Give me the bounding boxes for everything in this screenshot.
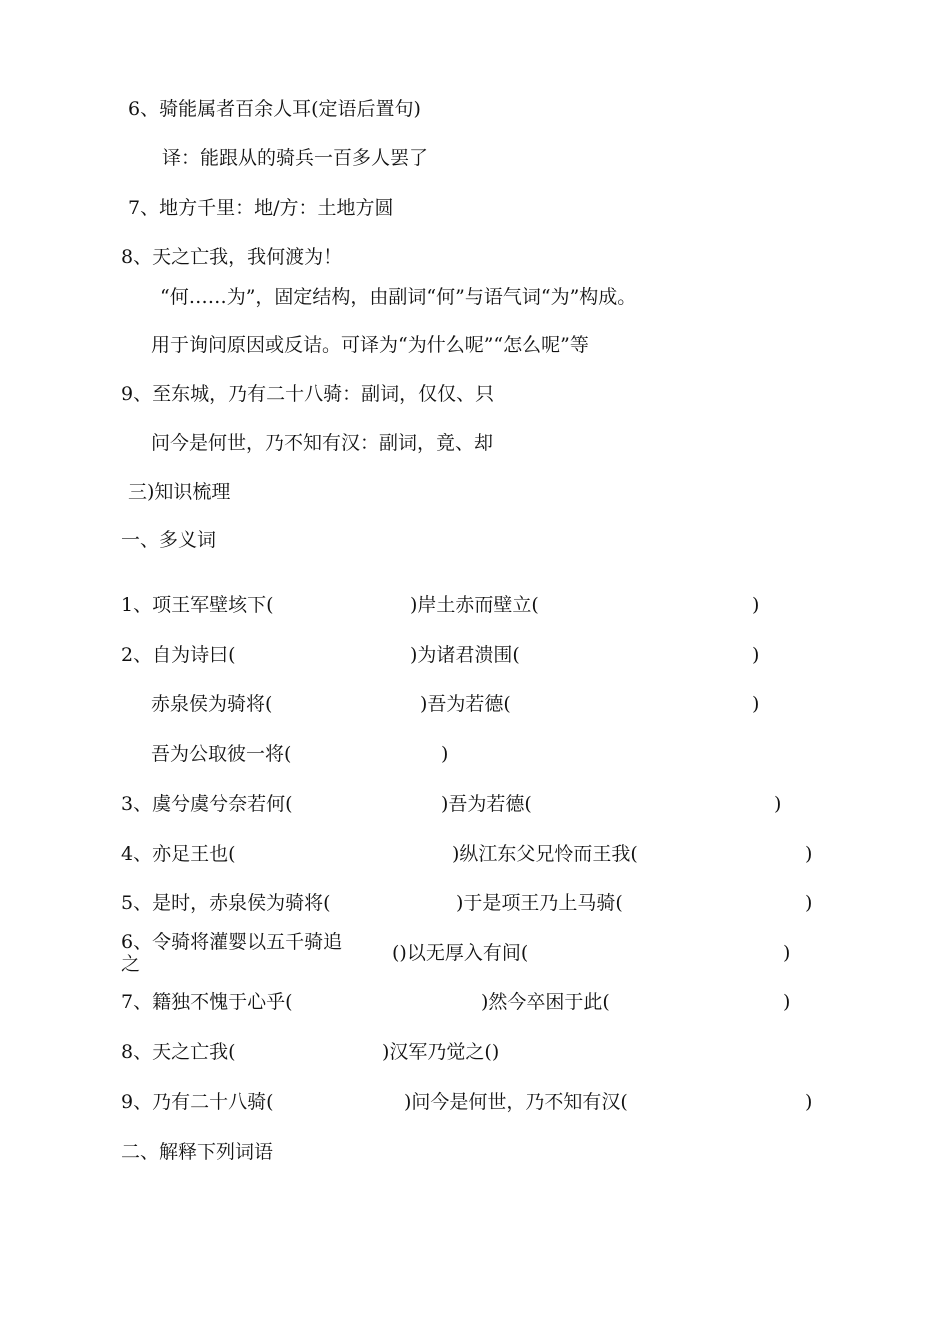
note-6: 6、骑能属者百余人耳(定语后置句) <box>128 98 421 120</box>
exercise-3-part-a: 3、虞兮虞兮奈若何( <box>121 793 293 815</box>
exercise-8-part-a: 8、天之亡我( <box>121 1041 236 1063</box>
note-9: 9、至东城，乃有二十八骑：副词，仅仅、只 <box>121 383 495 405</box>
exercise-5-part-a: 5、是时，赤泉侯为骑将( <box>121 892 331 914</box>
exercise-5-part-b: )于是项王乃上马骑( <box>456 892 623 914</box>
note-8: 8、天之亡我，我何渡为！ <box>121 246 343 268</box>
exercise-1-close: ) <box>752 594 760 616</box>
exercise-7-close: ) <box>783 991 791 1013</box>
exercise-8-part-b: )汉军乃觉之() <box>382 1041 500 1063</box>
exercise-9-close: ) <box>805 1091 813 1113</box>
note-6-translation: 译：能跟从的骑兵一百多人罢了 <box>162 147 429 169</box>
exercise-2-row-3-part-a: 吾为公取彼一将( <box>151 743 292 765</box>
exercise-2-row-3-close: ) <box>441 743 449 765</box>
exercise-6-part-a: 6、令骑将灌婴以五千骑追之 <box>121 931 343 975</box>
note-8-explanation: “何……为”，固定结构，由副词“何”与语气词“为”构成。 <box>160 286 637 308</box>
exercise-2-part-a: 2、自为诗曰( <box>121 644 236 666</box>
exercise-7-part-a: 7、籍独不愧于心乎( <box>121 991 293 1013</box>
part-2-title: 二、解释下列词语 <box>121 1141 274 1163</box>
exercise-1-part-a: 1、项王军壁垓下( <box>121 594 274 616</box>
exercise-4-part-b: )纵江东父兄怜而王我( <box>452 843 638 865</box>
note-7: 7、地方千里：地/方：土地方圆 <box>128 197 394 219</box>
exercise-2-close: ) <box>752 644 760 666</box>
exercise-4-part-a: 4、亦足王也( <box>121 843 236 865</box>
exercise-2-part-b: )为诸君溃围( <box>410 644 520 666</box>
exercise-6-part-b: ()以无厚入有间( <box>392 942 529 964</box>
exercise-2-row-2-part-b: )吾为若德( <box>420 693 511 715</box>
exercise-3-close: ) <box>774 793 782 815</box>
exercise-2-row-2-part-a: 赤泉侯为骑将( <box>151 693 273 715</box>
exercise-9-part-a: 9、乃有二十八骑( <box>121 1091 274 1113</box>
section-3-title: 三)知识梳理 <box>128 481 231 503</box>
part-1-title: 一、多义词 <box>121 529 217 551</box>
exercise-6-close: ) <box>783 942 791 964</box>
exercise-7-part-b: )然今卒困于此( <box>481 991 610 1013</box>
exercise-9-part-b: )问今是何世，乃不知有汉( <box>404 1091 628 1113</box>
exercise-2-row-2-close: ) <box>752 693 760 715</box>
note-9-second: 问今是何世，乃不知有汉：副词，竟、却 <box>151 432 494 454</box>
exercise-1-part-b: )岸土赤而壁立( <box>410 594 539 616</box>
exercise-3-part-b: )吾为若德( <box>441 793 532 815</box>
note-8-usage: 用于询问原因或反诘。可译为“为什么呢”“怎么呢”等 <box>151 334 589 356</box>
exercise-5-close: ) <box>805 892 813 914</box>
exercise-4-close: ) <box>805 843 813 865</box>
